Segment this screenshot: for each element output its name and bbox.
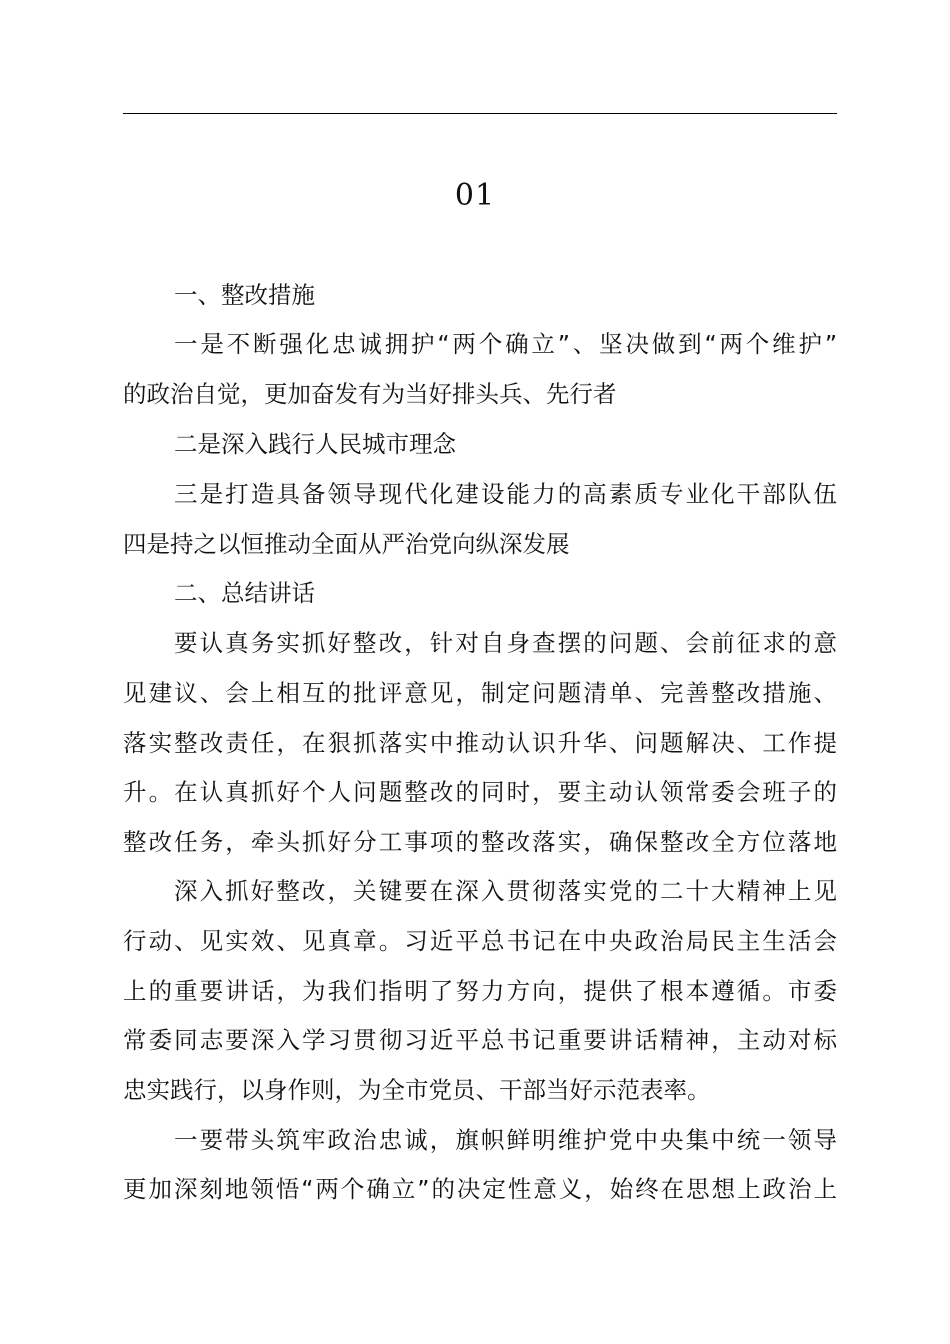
body-line: 整改任务，牵头抓好分工事项的整改落实，确保整改全方位落地 [123, 828, 837, 856]
body-line: 的政治自觉，更加奋发有为当好排头兵、先行者 [123, 380, 617, 408]
body-line: 忠实践行，以身作则，为全市党员、干部当好示范表率。 [123, 1076, 711, 1104]
body-line: 更加深刻地领悟“两个确立”的决定性意义，始终在思想上政治上 [123, 1175, 837, 1203]
body-line: 一是不断强化忠诚拥护“两个确立”、坚决做到“两个维护” [174, 330, 837, 358]
body-line: 常委同志要深入学习贯彻习近平总书记重要讲话精神，主动对标 [123, 1026, 837, 1054]
body-line: 二是深入践行人民城市理念 [174, 430, 456, 458]
body-line: 三是打造具备领导现代化建设能力的高素质专业化干部队伍 [174, 480, 837, 508]
body-line: 行动、见实效、见真章。习近平总书记在中央政治局民主生活会 [123, 927, 837, 955]
section-heading-summary: 二、总结讲话 [174, 579, 315, 607]
body-line: 落实整改责任，在狠抓落实中推动认识升华、问题解决、工作提 [123, 729, 837, 757]
body-line: 升。在认真抓好个人问题整改的同时，要主动认领常委会班子的 [123, 778, 837, 806]
section-heading-measures: 一、整改措施 [174, 281, 315, 309]
body-line: 四是持之以恒推动全面从严治党向纵深发展 [123, 530, 570, 558]
body-line: 深入抓好整改，关键要在深入贯彻落实党的二十大精神上见 [174, 877, 837, 905]
header-rule [123, 113, 837, 114]
body-line: 一要带头筑牢政治忠诚，旗帜鲜明维护党中央集中统一领导 [174, 1126, 837, 1154]
body-line: 上的重要讲话，为我们指明了努力方向，提供了根本遵循。市委 [123, 977, 837, 1005]
page-number: 01 [454, 178, 496, 213]
body-line: 要认真务实抓好整改，针对自身查摆的问题、会前征求的意 [174, 629, 837, 657]
body-line: 见建议、会上相互的批评意见，制定问题清单、完善整改措施、 [123, 679, 837, 707]
